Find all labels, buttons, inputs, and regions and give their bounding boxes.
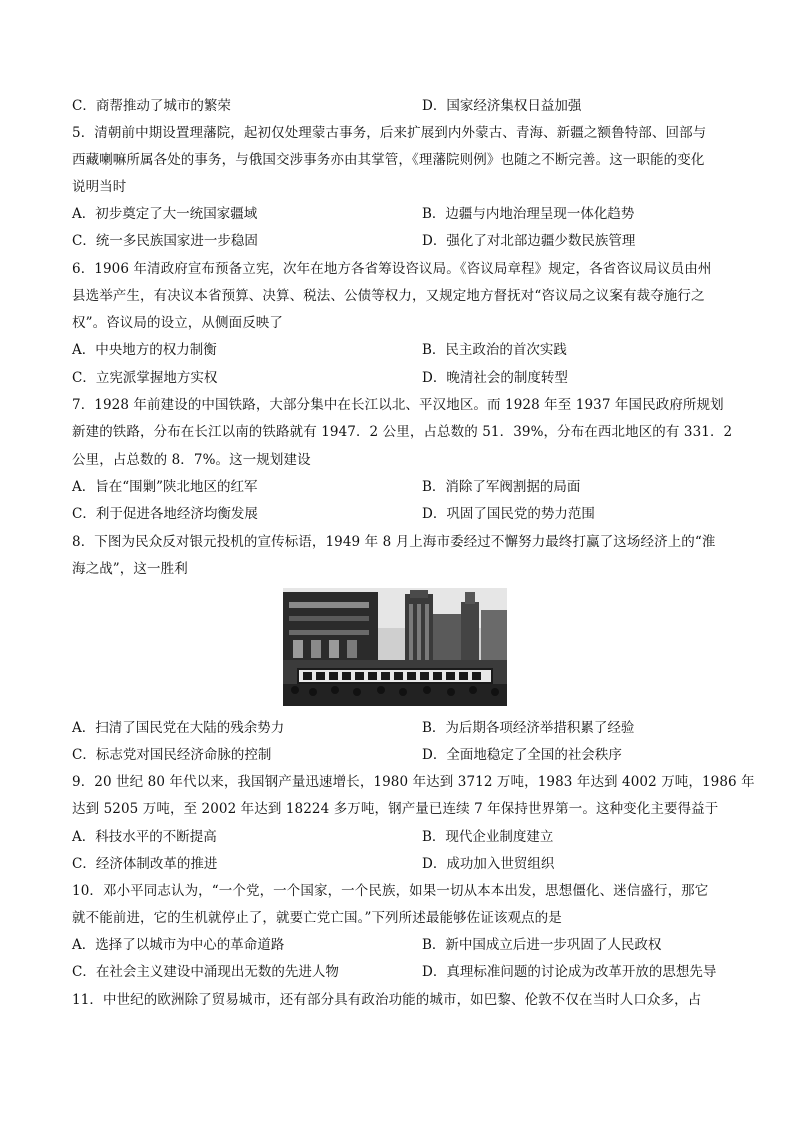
q10-option-a: A．选择了以城市为中心的革命道路 [72, 937, 285, 953]
q5-option-c: C．统一多民族国家进一步稳固 [72, 233, 258, 249]
q7-stem-line-1: 7．1928 年前建设的中国铁路，大部分集中在长江以北、平汉地区。而 1928 年至 1937 年国民政府所规划 [72, 397, 724, 413]
q5-stem-line-1: 5．清朝前中期设置理藩院，起初仅处理蒙古事务，后来扩展到内外蒙古、青海、新疆之额鲁特部、回部与 [72, 125, 707, 141]
q8-option-b: B．为后期各项经济举措积累了经验 [422, 720, 635, 736]
q7-option-d: D．巩固了国民党的势力范围 [422, 506, 595, 522]
q8-option-d: D．全面地稳定了全国的社会秩序 [422, 747, 622, 763]
q10-option-d: D．真理标准问题的讨论成为改革开放的思想先导 [422, 964, 717, 980]
q9-stem-line-2: 达到 5205 万吨，至 2002 年达到 18224 多万吨，钢产量已连续 7 年保持世界第一。这种变化主要得益于 [72, 801, 719, 817]
q8-stem-line-2: 海之战”，这一胜利 [72, 561, 188, 577]
q10-stem-line-1: 10．邓小平同志认为，“一个党，一个国家，一个民族，如果一切从本本出发，思想僵化、迷信盛行，那它 [72, 883, 709, 899]
q6-stem-line-1: 6．1906 年清政府宣布预备立宪，次年在地方各省筹设咨议局。《咨议局章程》规定，各省咨议局议员由州 [72, 261, 712, 277]
q4-option-d: D．国家经济集权日益加强 [422, 98, 582, 114]
q7-stem-line-3: 公里，占总数的 8．7%。这一规划建设 [72, 452, 311, 468]
q6-option-b: B．民主政治的首次实践 [422, 342, 567, 358]
q6-stem-line-3: 权”。咨议局的设立，从侧面反映了 [72, 315, 284, 331]
q7-stem-line-2: 新建的铁路，分布在长江以南的铁路就有 1947．2 公里，占总数的 51．39%，分布在西北地区的有 331．2 [72, 424, 733, 440]
q8-stem-line-1: 8．下图为民众反对银元投机的宣传标语，1949 年 8 月上海市委经过不懈努力最终打赢了这场经济上的“淮 [72, 534, 716, 550]
q9-option-b: B．现代企业制度建立 [422, 829, 554, 845]
q7-option-b: B．消除了军阀割据的局面 [422, 479, 581, 495]
q4-option-c: C．商帮推动了城市的繁荣 [72, 98, 231, 114]
q9-stem-line-1: 9．20 世纪 80 年代以来，我国钢产量迅速增长，1980 年达到 3712 万吨，1983 年达到 4002 万吨，1986 年 [72, 774, 755, 790]
q7-option-a: A．旨在“围剿”陕北地区的红军 [72, 479, 258, 495]
q10-stem-line-2: 就不能前进，它的生机就停止了，就要亡党亡国。”下列所述最能够佐证该观点的是 [72, 910, 562, 926]
q11-stem-line-1: 11．中世纪的欧洲除了贸易城市，还有部分具有政治功能的城市，如巴黎、伦敦不仅在当时人口众多，占 [72, 992, 702, 1008]
q6-option-c: C．立宪派掌握地方实权 [72, 370, 218, 386]
q9-option-d: D．成功加入世贸组织 [422, 856, 555, 872]
q6-option-d: D．晚清社会的制度转型 [422, 370, 568, 386]
q5-option-a: A．初步奠定了大一统国家疆域 [72, 206, 258, 222]
q5-option-b: B．边疆与内地治理呈现一体化趋势 [422, 206, 635, 222]
q9-option-c: C．经济体制改革的推进 [72, 856, 218, 872]
street-protest-photo [283, 588, 507, 706]
q6-option-a: A．中央地方的权力制衡 [72, 342, 217, 358]
q8-option-a: A．扫清了国民党在大陆的残余势力 [72, 720, 285, 736]
q9-option-a: A．科技水平的不断提高 [72, 829, 217, 845]
q5-option-d: D．强化了对北部边疆少数民族管理 [422, 233, 636, 249]
q10-option-b: B．新中国成立后进一步巩固了人民政权 [422, 937, 662, 953]
q5-stem-line-2: 西藏喇嘛所属各处的事务，与俄国交涉事务亦由其掌管，《理藩院则例》也随之不断完善。这一职能的变化 [72, 152, 705, 168]
q8-option-c: C．标志党对国民经济命脉的控制 [72, 747, 272, 763]
q10-option-c: C．在社会主义建设中涌现出无数的先进人物 [72, 964, 339, 980]
q5-stem-line-3: 说明当时 [72, 179, 127, 195]
q7-option-c: C．利于促进各地经济均衡发展 [72, 506, 258, 522]
q6-stem-line-2: 县选举产生，有决议本省预算、决算、税法、公债等权力，又规定地方督抚对“咨议局之议案有裁夺施行之 [72, 288, 705, 304]
